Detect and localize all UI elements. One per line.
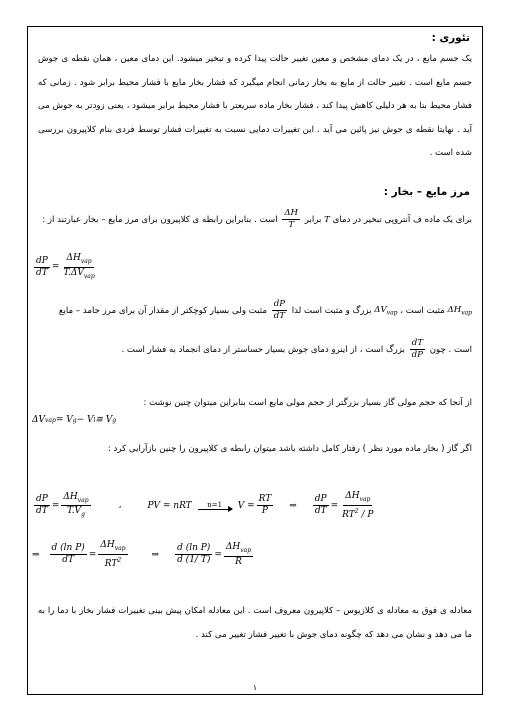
symbol-T: T [324, 214, 330, 225]
derivation-row-2: ⇒ $\frac{\text{d (ln P)}}{dT}$ = $\frac{\Delta H_{vap}}{RT^2}$ ⇒ $\frac{\text{d (ln P)}}{d (1/ T)}$ = $\frac{\Delta H_{vap}}{R}$ [32, 540, 252, 569]
boundary-intro-c: است . بنابراین رابطه ی کلاپیرون برای مرز مایع – بخار عبارتند از : [42, 215, 278, 225]
theory-paragraph: یک جسم مایع ، در یک دمای مشخص و معین تغییر حالت پیدا کرده و تبخیر میشود. این دمای معین ، همان نقطه ی جوش جسم مایع است . تغییر حالت از مایع به بخار زمانی انجام میگیرد که فشار بخار مایع با فشار محیط برابر شود . زمانی که فشار محیط بنا به هر دلیلی کاهش پیدا کند ، فشار بخار ماده سریعتر با فشار محیط برابر میشود ، یعنی زودتر به جوش می آید . نهایتا نقطه ی جوش نیز پائین می آید . این تغییرات دمایی نسبت به تغییرات فشار توسط فردی بنام کلاپیرون بررسی شده است . [38, 54, 472, 158]
derivation-row-1: $\frac{dP}{dT}$ = $\frac{\Delta H_{vap}}{T.V_g}$ ، PV = nRT n=1 V = $\frac{RT}{P}$ ⇒ $\frac{dP}{dT}$ = $\frac{\Delta H_{vap}}{RT^2 / P}$ [36, 491, 374, 520]
volume-approximation: ΔV vap = V g − V l ≅ V g [32, 415, 117, 425]
boundary-line-2: $\Delta H_{vap}$ مثبت است ، $\Delta V_{vap}$ بزرگ و مثبت است لذا $\frac{dP}{dT}$ مثبت ولی بسیار کوچکتر از مقدار آن برای مرز جامد – مایع [58, 299, 472, 321]
clapeyron-equation: $\frac{dP}{dT}$ = $\frac{\Delta H_{vap}}{T.\Delta V_{vap}}$ [36, 253, 95, 280]
boundary-heading: مرز مایع – بخار : [383, 186, 470, 198]
page-number: ۱ [252, 683, 258, 692]
boundary-line-3: است . چون $\frac{dT}{dP}$ بزرگ است ، از اینرو دمای جوش بسیار حساستر از دمای انجماد به فشار است . [121, 338, 472, 360]
n1-arrow: n=1 [198, 501, 232, 510]
boundary-intro-a: برای یک ماده ف آنتروپی تبخیر در دمای [332, 215, 472, 225]
gas-volume-text: از آنجا که حجم مولی گاز بسیار بزرگتر از حجم مولی مایع است بنابراین میتوان چنین نوشت : [143, 398, 472, 408]
ideal-gas-text: اگر گاز ( بخار ماده مورد نظر ) رفتار کامل داشته باشد میتوان رابطه ی کلاپیرون را چنین بازآرایی کرد : [107, 444, 472, 454]
entropy-fraction: $\frac{\Delta H}{T}$ [284, 208, 299, 230]
boundary-intro-b: برابر [304, 215, 322, 225]
conclusion-paragraph: معادله ی فوق به معادله ی کلازیوس – کلاپیرون معروف است . این معادله امکان پیش بینی تغییرات فشار بخار با دما را به ما می دهد و نشان می دهد که چگونه دمای جوش با تغییر فشار تغییر می کند . [38, 606, 472, 640]
theory-heading: تئوری : [431, 32, 470, 44]
boundary-intro-line [38, 208, 472, 231]
